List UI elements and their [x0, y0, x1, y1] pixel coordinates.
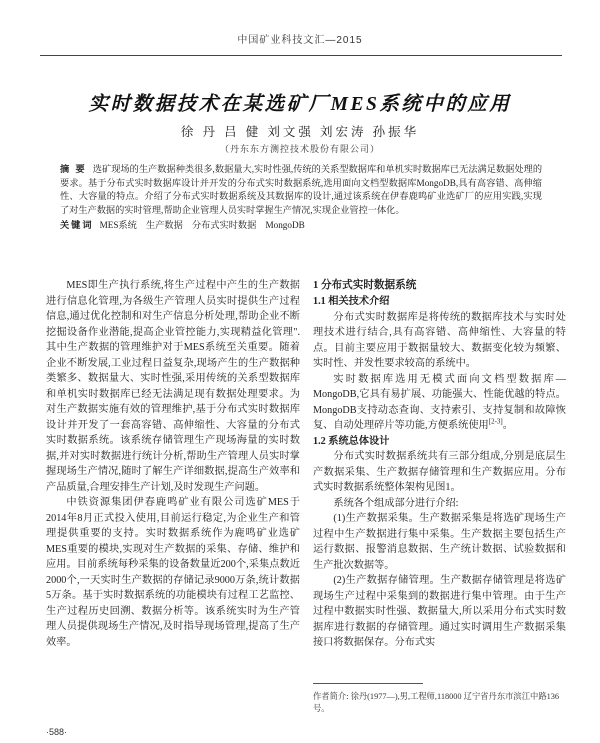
- page-number: ·588·: [46, 727, 68, 737]
- keywords-line: [60, 219, 542, 233]
- author-affiliation: （丹东东方测控技术股份有限公司）: [219, 144, 380, 154]
- section-heading-1-1: 1.1 相关技术介绍: [313, 296, 390, 307]
- citation-ref: [2-3]: [488, 417, 503, 426]
- keywords-label: 关键词: [60, 220, 94, 231]
- abstract-text: 选矿现场的生产数据种类很多,数据量大,实时性强,传统的关系型数据库和单机实时数据库已无法满足数据处理的要求。基于分布式实时数据库设计并开发的分布式实时数据系统,选用面向文档型数据库MongoDB,具有高容错、高伸缩性、大容量的特点。介绍了分布式实时数据系统及其数据库的设计,通过该系统在伊春鹿鸣矿业选矿厂的应用实践,实现了对生产数据的实时管理,帮助企业管理人员实时掌握生产情况,实现企业管控一体化。: [60, 164, 543, 215]
- abstract-text-line: [60, 163, 542, 217]
- right-column: [313, 278, 566, 651]
- keywords-text: MES系统 生产数据 分布式实时数据 MongoDB: [99, 220, 305, 231]
- intro-paragraph-2: 中铁资源集团伊春鹿鸣矿业有限公司选矿MES于2014年8月正式投入使用,目前运行稳定,为企业生产和管理提供重要的支持。实时数据系统作为鹿鸣矿业选矿MES重要的模块,实现对生产数据的采集、存储、维护和应用。目前系统每秒采集的设备数量近200个,采集点数近2000个,一天实时生产数据的存储记录9000万条,统计数据5万条。基于实时数据系统的功能模块有过程工艺监控、生产过程历史回溯、数据分析等。该系统实时为生产管理人员提供现场生产情况,及时指导现场管理,提高了生产效率。: [46, 497, 300, 648]
- left-column: [46, 278, 300, 650]
- paragraph-1-2-a: 分布式实时数据系统共有三部分组成,分别是底层生产数据采集、生产数据存储管理和生产数据应用。分布式实时数据系统整体架构见图1。: [313, 451, 566, 493]
- article-title: 实时数据技术在某选矿厂MES系统中的应用: [88, 94, 512, 115]
- paragraph-1-1-b: [313, 372, 566, 434]
- paragraph-1-2-c: (1)生产数据采集。生产数据采集是将选矿现场生产过程中生产数据进行集中采集。生产数据主要包括生产运行数据、报警消息数据、生产统计数据、试验数据和生产批次数据等。: [313, 513, 566, 571]
- abstract-label: 摘 要: [60, 164, 87, 174]
- section-heading-1-2: 1.2 系统总体设计: [313, 435, 390, 447]
- paragraph-1-2-d: (2)生产数据存储管理。生产数据存储管理是将选矿现场生产过程中采集到的数据进行集中管理。由于生产过程中数据实时性强、数据量大,所以采用分布式实时数据库进行数据的存储管理。通过实时调用生产数据采集接口将数据保存。分布式实: [313, 575, 566, 648]
- section-heading-1: 1 分布式实时数据系统: [313, 280, 417, 291]
- abstract-block: [60, 163, 542, 233]
- paragraph-1-1-b-text: 实时数据库选用无模式面向文档型数据库—MongoDB,它具有易扩展、功能强大、性能优越的特点。MongoDB支持动态查询、支持索引、支持复制和故障恢复、自动处理碎片等功能,方便系统使用: [313, 373, 566, 431]
- paragraph-1-1-b-end: 。: [502, 420, 513, 431]
- paragraph-1-2-b: 系统各个组成部分进行介绍:: [333, 497, 459, 509]
- author-footnote: 作者简介: 徐丹(1977—),男,工程师,118000 辽宁省丹东市滨江中路136号。: [313, 692, 560, 713]
- journal-header: 中国矿业科技文汇—2015: [237, 35, 363, 46]
- header-rule: [40, 55, 562, 56]
- footnote-rule: [313, 683, 423, 684]
- intro-paragraph-1: MES即生产执行系统,将生产过程中产生的生产数据进行信息化管理,为各级生产管理人员实时提供生产过程信息,通过优化控制和对生产信息分析处理,帮助企业不断挖掘设备作业潜能,提高企业管控能力,实现精益化管理". 其中生产数据的管理维护对于MES系统至关重要。随着企业不断发展,工业过程日益复杂,现场产生的生产数据种类繁多、数据量大、实时性强,采用传统的关系型数据库和单机实时数据库已经无法满足现有数据处理要求。为对生产数据实施有效的管理维护,基于分布式实时数据库设计并开发了一套高容错、高伸缩性、大容量的分布式实时数据系统。该系统存储管理生产现场海量的实时数据,并对实时数据进行统计分析,帮助生产管理人员实时掌握现场生产情况,随时了解生产详细数据,提高生产效率和产品质量,合理安排生产计划,及时发现生产问题。: [46, 280, 300, 493]
- author-list: 徐 丹 吕 健 刘文强 刘宏涛 孙振华: [180, 125, 420, 139]
- paragraph-1-1-a: 分布式实时数据库是将传统的数据库技术与实时处理技术进行结合,具有高容错、高伸缩性、大容量的特点。目前主要应用于数据量较大、数据变化较为频繁、实时性、并发性要求较高的系统中。: [313, 311, 566, 369]
